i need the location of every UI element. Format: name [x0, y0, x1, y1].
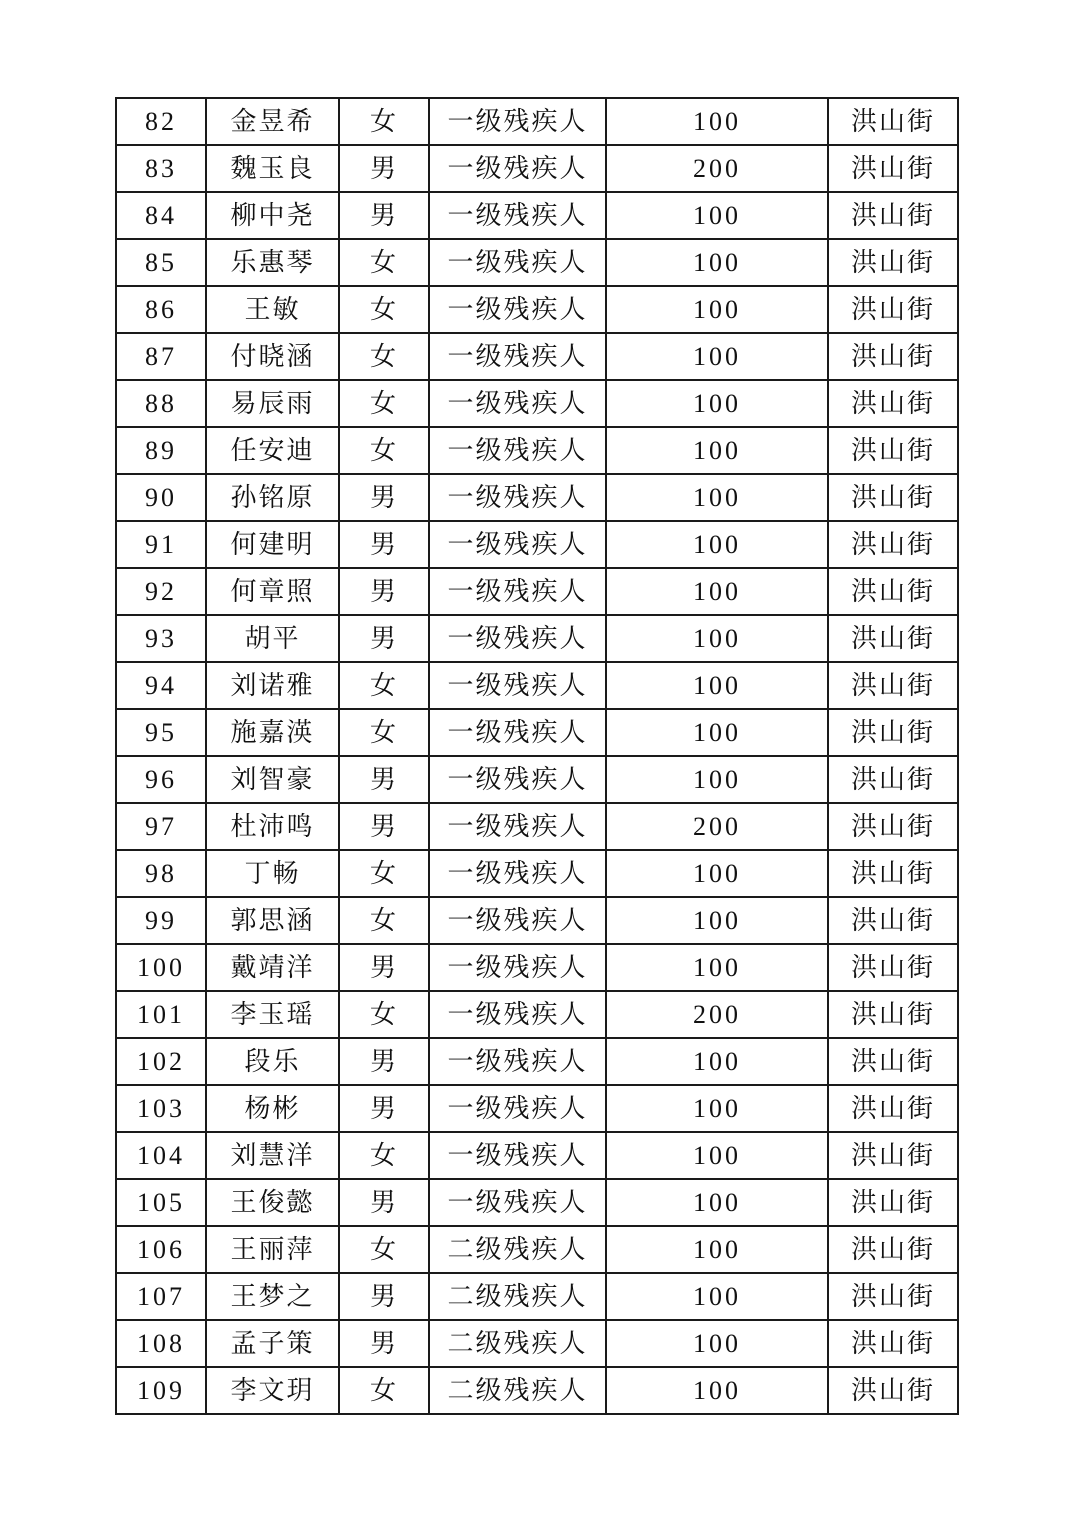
gender-cell: 女	[339, 427, 429, 474]
row-number-cell: 94	[116, 662, 206, 709]
name-cell: 何建明	[206, 521, 339, 568]
gender-cell: 女	[339, 991, 429, 1038]
amount-cell: 100	[606, 897, 828, 944]
street-cell: 洪山街	[828, 662, 958, 709]
disability-level-cell: 一级残疾人	[429, 1085, 606, 1132]
gender-cell: 男	[339, 1320, 429, 1367]
gender-cell: 女	[339, 1367, 429, 1414]
gender-cell: 女	[339, 850, 429, 897]
row-number-cell: 93	[116, 615, 206, 662]
gender-cell: 女	[339, 1226, 429, 1273]
table-row	[116, 521, 958, 568]
disability-level-cell: 一级残疾人	[429, 615, 606, 662]
row-number-cell: 109	[116, 1367, 206, 1414]
table-row	[116, 98, 958, 145]
subsidy-table	[115, 97, 959, 1415]
gender-cell: 男	[339, 1273, 429, 1320]
disability-level-cell: 一级残疾人	[429, 239, 606, 286]
name-cell: 王丽萍	[206, 1226, 339, 1273]
amount-cell: 200	[606, 803, 828, 850]
row-number-cell: 86	[116, 286, 206, 333]
table-row	[116, 239, 958, 286]
table-row	[116, 944, 958, 991]
amount-cell: 200	[606, 145, 828, 192]
name-cell: 戴靖洋	[206, 944, 339, 991]
gender-cell: 男	[339, 756, 429, 803]
amount-cell: 100	[606, 756, 828, 803]
table-row	[116, 192, 958, 239]
row-number-cell: 108	[116, 1320, 206, 1367]
disability-level-cell: 一级残疾人	[429, 944, 606, 991]
table-row	[116, 709, 958, 756]
name-cell: 王俊懿	[206, 1179, 339, 1226]
street-cell: 洪山街	[828, 521, 958, 568]
row-number-cell: 84	[116, 192, 206, 239]
table-row	[116, 1226, 958, 1273]
disability-level-cell: 一级残疾人	[429, 521, 606, 568]
row-number-cell: 83	[116, 145, 206, 192]
disability-level-cell: 二级残疾人	[429, 1273, 606, 1320]
name-cell: 杨彬	[206, 1085, 339, 1132]
name-cell: 乐惠琴	[206, 239, 339, 286]
table-row	[116, 1132, 958, 1179]
amount-cell: 100	[606, 1038, 828, 1085]
disability-level-cell: 一级残疾人	[429, 709, 606, 756]
table-row	[116, 474, 958, 521]
table-row	[116, 1038, 958, 1085]
street-cell: 洪山街	[828, 1367, 958, 1414]
name-cell: 李玉瑶	[206, 991, 339, 1038]
amount-cell: 100	[606, 239, 828, 286]
row-number-cell: 101	[116, 991, 206, 1038]
gender-cell: 女	[339, 239, 429, 286]
name-cell: 刘智豪	[206, 756, 339, 803]
row-number-cell: 87	[116, 333, 206, 380]
amount-cell: 100	[606, 1179, 828, 1226]
amount-cell: 100	[606, 286, 828, 333]
amount-cell: 100	[606, 98, 828, 145]
table-row	[116, 897, 958, 944]
gender-cell: 女	[339, 662, 429, 709]
street-cell: 洪山街	[828, 380, 958, 427]
amount-cell: 100	[606, 380, 828, 427]
street-cell: 洪山街	[828, 850, 958, 897]
table-row	[116, 145, 958, 192]
street-cell: 洪山街	[828, 98, 958, 145]
table-row	[116, 1085, 958, 1132]
table-row	[116, 662, 958, 709]
gender-cell: 男	[339, 568, 429, 615]
row-number-cell: 92	[116, 568, 206, 615]
row-number-cell: 91	[116, 521, 206, 568]
amount-cell: 100	[606, 192, 828, 239]
name-cell: 李文玥	[206, 1367, 339, 1414]
row-number-cell: 85	[116, 239, 206, 286]
gender-cell: 男	[339, 615, 429, 662]
name-cell: 王敏	[206, 286, 339, 333]
gender-cell: 女	[339, 333, 429, 380]
amount-cell: 100	[606, 1226, 828, 1273]
disability-level-cell: 二级残疾人	[429, 1367, 606, 1414]
street-cell: 洪山街	[828, 568, 958, 615]
row-number-cell: 88	[116, 380, 206, 427]
table-row	[116, 756, 958, 803]
name-cell: 金昱希	[206, 98, 339, 145]
row-number-cell: 99	[116, 897, 206, 944]
gender-cell: 男	[339, 474, 429, 521]
name-cell: 柳中尧	[206, 192, 339, 239]
street-cell: 洪山街	[828, 1179, 958, 1226]
name-cell: 刘诺雅	[206, 662, 339, 709]
row-number-cell: 106	[116, 1226, 206, 1273]
amount-cell: 100	[606, 568, 828, 615]
disability-level-cell: 一级残疾人	[429, 897, 606, 944]
gender-cell: 男	[339, 1085, 429, 1132]
street-cell: 洪山街	[828, 756, 958, 803]
disability-level-cell: 二级残疾人	[429, 1320, 606, 1367]
table-row	[116, 850, 958, 897]
street-cell: 洪山街	[828, 803, 958, 850]
table-row	[116, 333, 958, 380]
disability-level-cell: 一级残疾人	[429, 662, 606, 709]
table-row	[116, 1273, 958, 1320]
table-row	[116, 803, 958, 850]
gender-cell: 女	[339, 1132, 429, 1179]
row-number-cell: 100	[116, 944, 206, 991]
gender-cell: 男	[339, 944, 429, 991]
street-cell: 洪山街	[828, 1085, 958, 1132]
gender-cell: 男	[339, 192, 429, 239]
table-row	[116, 568, 958, 615]
street-cell: 洪山街	[828, 333, 958, 380]
amount-cell: 100	[606, 850, 828, 897]
row-number-cell: 102	[116, 1038, 206, 1085]
disability-level-cell: 一级残疾人	[429, 1038, 606, 1085]
name-cell: 孟子策	[206, 1320, 339, 1367]
table-body	[116, 98, 958, 1414]
amount-cell: 100	[606, 1367, 828, 1414]
row-number-cell: 107	[116, 1273, 206, 1320]
gender-cell: 女	[339, 709, 429, 756]
disability-level-cell: 一级残疾人	[429, 850, 606, 897]
disability-level-cell: 一级残疾人	[429, 756, 606, 803]
name-cell: 杜沛鸣	[206, 803, 339, 850]
street-cell: 洪山街	[828, 286, 958, 333]
gender-cell: 女	[339, 98, 429, 145]
disability-level-cell: 一级残疾人	[429, 474, 606, 521]
table-row	[116, 1367, 958, 1414]
name-cell: 胡平	[206, 615, 339, 662]
name-cell: 郭思涵	[206, 897, 339, 944]
disability-level-cell: 一级残疾人	[429, 427, 606, 474]
name-cell: 施嘉渶	[206, 709, 339, 756]
table-row	[116, 380, 958, 427]
street-cell: 洪山街	[828, 944, 958, 991]
amount-cell: 100	[606, 1085, 828, 1132]
amount-cell: 100	[606, 944, 828, 991]
table-row	[116, 615, 958, 662]
row-number-cell: 103	[116, 1085, 206, 1132]
row-number-cell: 82	[116, 98, 206, 145]
table-row	[116, 1320, 958, 1367]
disability-level-cell: 一级残疾人	[429, 145, 606, 192]
name-cell: 丁畅	[206, 850, 339, 897]
street-cell: 洪山街	[828, 145, 958, 192]
name-cell: 何章照	[206, 568, 339, 615]
row-number-cell: 105	[116, 1179, 206, 1226]
disability-level-cell: 二级残疾人	[429, 1226, 606, 1273]
row-number-cell: 89	[116, 427, 206, 474]
disability-level-cell: 一级残疾人	[429, 380, 606, 427]
amount-cell: 100	[606, 427, 828, 474]
disability-level-cell: 一级残疾人	[429, 1179, 606, 1226]
disability-level-cell: 一级残疾人	[429, 568, 606, 615]
gender-cell: 女	[339, 897, 429, 944]
amount-cell: 100	[606, 474, 828, 521]
amount-cell: 100	[606, 333, 828, 380]
amount-cell: 100	[606, 662, 828, 709]
amount-cell: 100	[606, 1273, 828, 1320]
row-number-cell: 95	[116, 709, 206, 756]
gender-cell: 男	[339, 1038, 429, 1085]
disability-level-cell: 一级残疾人	[429, 286, 606, 333]
name-cell: 易辰雨	[206, 380, 339, 427]
amount-cell: 100	[606, 615, 828, 662]
street-cell: 洪山街	[828, 1320, 958, 1367]
name-cell: 任安迪	[206, 427, 339, 474]
row-number-cell: 104	[116, 1132, 206, 1179]
amount-cell: 200	[606, 991, 828, 1038]
row-number-cell: 98	[116, 850, 206, 897]
street-cell: 洪山街	[828, 1273, 958, 1320]
disability-level-cell: 一级残疾人	[429, 192, 606, 239]
street-cell: 洪山街	[828, 474, 958, 521]
row-number-cell: 96	[116, 756, 206, 803]
street-cell: 洪山街	[828, 897, 958, 944]
name-cell: 付晓涵	[206, 333, 339, 380]
name-cell: 段乐	[206, 1038, 339, 1085]
amount-cell: 100	[606, 1132, 828, 1179]
street-cell: 洪山街	[828, 991, 958, 1038]
street-cell: 洪山街	[828, 1038, 958, 1085]
name-cell: 刘慧洋	[206, 1132, 339, 1179]
gender-cell: 男	[339, 1179, 429, 1226]
amount-cell: 100	[606, 521, 828, 568]
table-row	[116, 991, 958, 1038]
street-cell: 洪山街	[828, 427, 958, 474]
gender-cell: 男	[339, 803, 429, 850]
row-number-cell: 97	[116, 803, 206, 850]
name-cell: 孙铭原	[206, 474, 339, 521]
disability-level-cell: 一级残疾人	[429, 803, 606, 850]
street-cell: 洪山街	[828, 1226, 958, 1273]
gender-cell: 男	[339, 145, 429, 192]
name-cell: 魏玉良	[206, 145, 339, 192]
row-number-cell: 90	[116, 474, 206, 521]
street-cell: 洪山街	[828, 1132, 958, 1179]
table-row	[116, 1179, 958, 1226]
amount-cell: 100	[606, 1320, 828, 1367]
street-cell: 洪山街	[828, 192, 958, 239]
amount-cell: 100	[606, 709, 828, 756]
gender-cell: 男	[339, 521, 429, 568]
disability-level-cell: 一级残疾人	[429, 98, 606, 145]
street-cell: 洪山街	[828, 239, 958, 286]
name-cell: 王梦之	[206, 1273, 339, 1320]
disability-level-cell: 一级残疾人	[429, 333, 606, 380]
gender-cell: 女	[339, 286, 429, 333]
street-cell: 洪山街	[828, 709, 958, 756]
table-row	[116, 286, 958, 333]
gender-cell: 女	[339, 380, 429, 427]
table-row	[116, 427, 958, 474]
street-cell: 洪山街	[828, 615, 958, 662]
disability-level-cell: 一级残疾人	[429, 1132, 606, 1179]
disability-level-cell: 一级残疾人	[429, 991, 606, 1038]
